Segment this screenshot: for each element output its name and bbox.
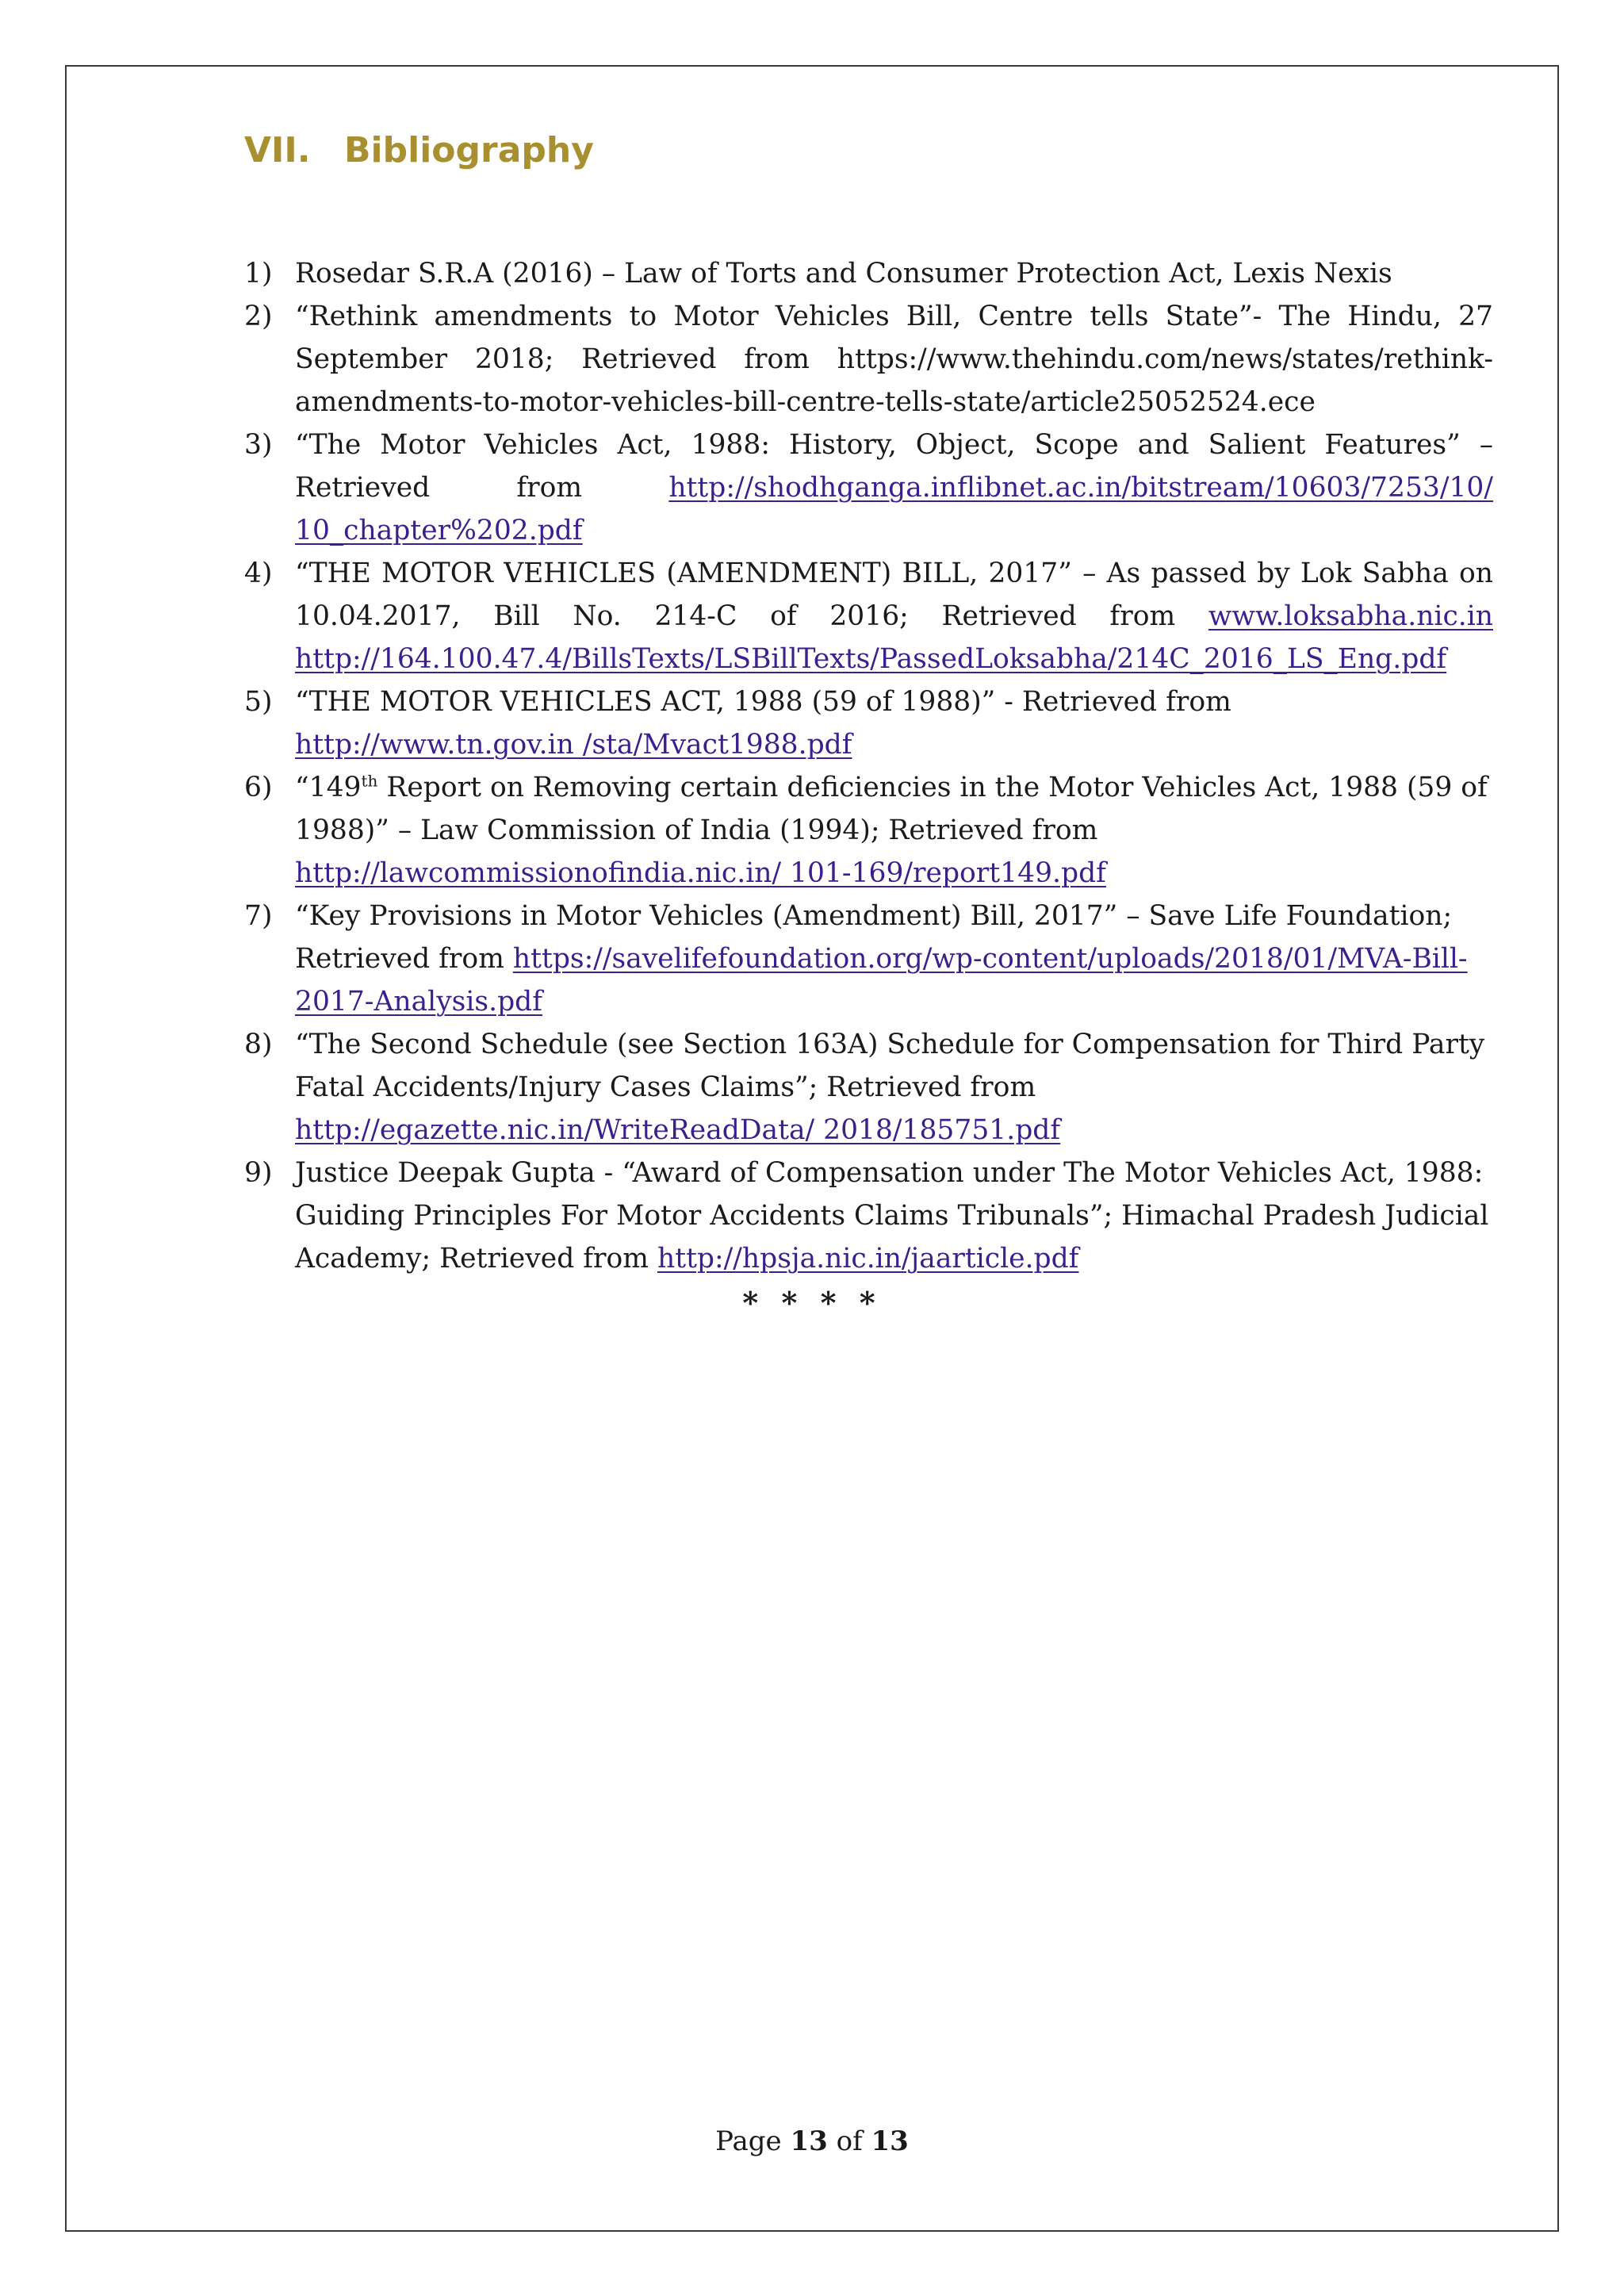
item-text: “Rethink amendments to Motor Vehicles Bill, Centre tells State”- The Hindu, 27 September 2018; Retrieved from https://www.thehindu.com/news/states/rethink-amendments-to-motor-vehicles-bill-centre-tells-state/article25052524.ece xyxy=(295,301,1493,418)
reference-link[interactable]: http://hpsja.nic.in/jaarticle.pdf xyxy=(657,1243,1079,1274)
reference-link[interactable]: www.loksabha.nic.in xyxy=(1208,600,1493,632)
section-number: VII. xyxy=(244,130,311,171)
item-number: 4) xyxy=(244,558,273,589)
reference-link[interactable]: https://savelifefoundation.org/wp-content/uploads/2018/01/MVA-Bill-2017-Analysis.pdf xyxy=(295,943,1468,1018)
item-number: 5) xyxy=(244,686,273,718)
list-item xyxy=(244,680,1493,766)
list-item xyxy=(244,295,1493,424)
list-item xyxy=(244,1152,1493,1280)
of-label: of xyxy=(836,2125,863,2157)
item-text: Justice Deepak Gupta - “Award of Compensation under The Motor Vehicles Act, 1988: Guiding Principles For Motor Accidents Claims Tribunals”; Himachal Pradesh Judicial Academy; Retrieved from xyxy=(295,1157,1489,1274)
item-number: 7) xyxy=(244,900,273,932)
section-heading xyxy=(244,130,594,171)
list-item xyxy=(244,1023,1493,1152)
bibliography-list xyxy=(244,252,1493,1280)
item-text: “The Motor Vehicles Act, 1988: History, Object, Scope and Salient Features” – Retrieved from xyxy=(295,429,1493,504)
total-pages-number: 13 xyxy=(871,2125,909,2157)
reference-link[interactable]: http://lawcommissionofindia.nic.in/ 101-169/report149.pdf xyxy=(295,857,1106,889)
page-label: Page xyxy=(715,2125,782,2157)
list-item xyxy=(244,766,1493,895)
list-item xyxy=(244,252,1493,295)
end-separator: * * * * xyxy=(742,1285,882,1320)
item-text: Report on Removing certain deficiencies in the Motor Vehicles Act, 1988 (59 of 1988)” – Law Commission of India (1994); Retrieved from xyxy=(295,772,1488,846)
item-text: Rosedar S.R.A (2016) – Law of Torts and Consumer Protection Act, Lexis Nexis xyxy=(295,258,1392,289)
item-number: 1) xyxy=(244,258,273,289)
item-text: “The Second Schedule (see Section 163A) Schedule for Compensation for Third Party Fatal Accidents/Injury Cases Claims”; Retrieved from xyxy=(295,1029,1485,1103)
current-page-number: 13 xyxy=(790,2125,828,2157)
item-number: 8) xyxy=(244,1029,273,1060)
section-title: Bibliography xyxy=(344,130,594,171)
item-text: “THE MOTOR VEHICLES ACT, 1988 (59 of 1988)” - Retrieved from xyxy=(295,686,1231,718)
list-item xyxy=(244,895,1493,1023)
item-text: “149 xyxy=(295,772,362,803)
reference-link[interactable]: http://shodhganga.inflibnet.ac.in/bitstream/10603/7253/10/ 10_chapter%202.pdf xyxy=(295,472,1493,546)
page-footer xyxy=(0,2125,1624,2157)
reference-link[interactable]: http://egazette.nic.in/WriteReadData/ 2018/185751.pdf xyxy=(295,1114,1061,1146)
item-number: 2) xyxy=(244,301,273,332)
list-item xyxy=(244,424,1493,552)
item-text: “THE MOTOR VEHICLES (AMENDMENT) BILL, 2017” – As passed by Lok Sabha on 10.04.2017, Bill No. 214-C of 2016; Retrieved from xyxy=(295,558,1493,632)
reference-link[interactable]: http://164.100.47.4/BillsTexts/LSBillTexts/PassedLoksabha/214C_2016_LS_Eng.pdf xyxy=(295,643,1447,675)
item-number: 9) xyxy=(244,1157,273,1189)
list-item xyxy=(244,552,1493,680)
item-number: 6) xyxy=(244,772,273,803)
item-number: 3) xyxy=(244,429,273,461)
item-text: “Key Provisions in Motor Vehicles (Amendment) Bill, 2017” – Save Life Foundation; Retrieved from xyxy=(295,900,1453,975)
reference-link[interactable]: http://www.tn.gov.in /sta/Mvact1988.pdf xyxy=(295,729,852,761)
ordinal-suffix: th xyxy=(361,771,378,791)
